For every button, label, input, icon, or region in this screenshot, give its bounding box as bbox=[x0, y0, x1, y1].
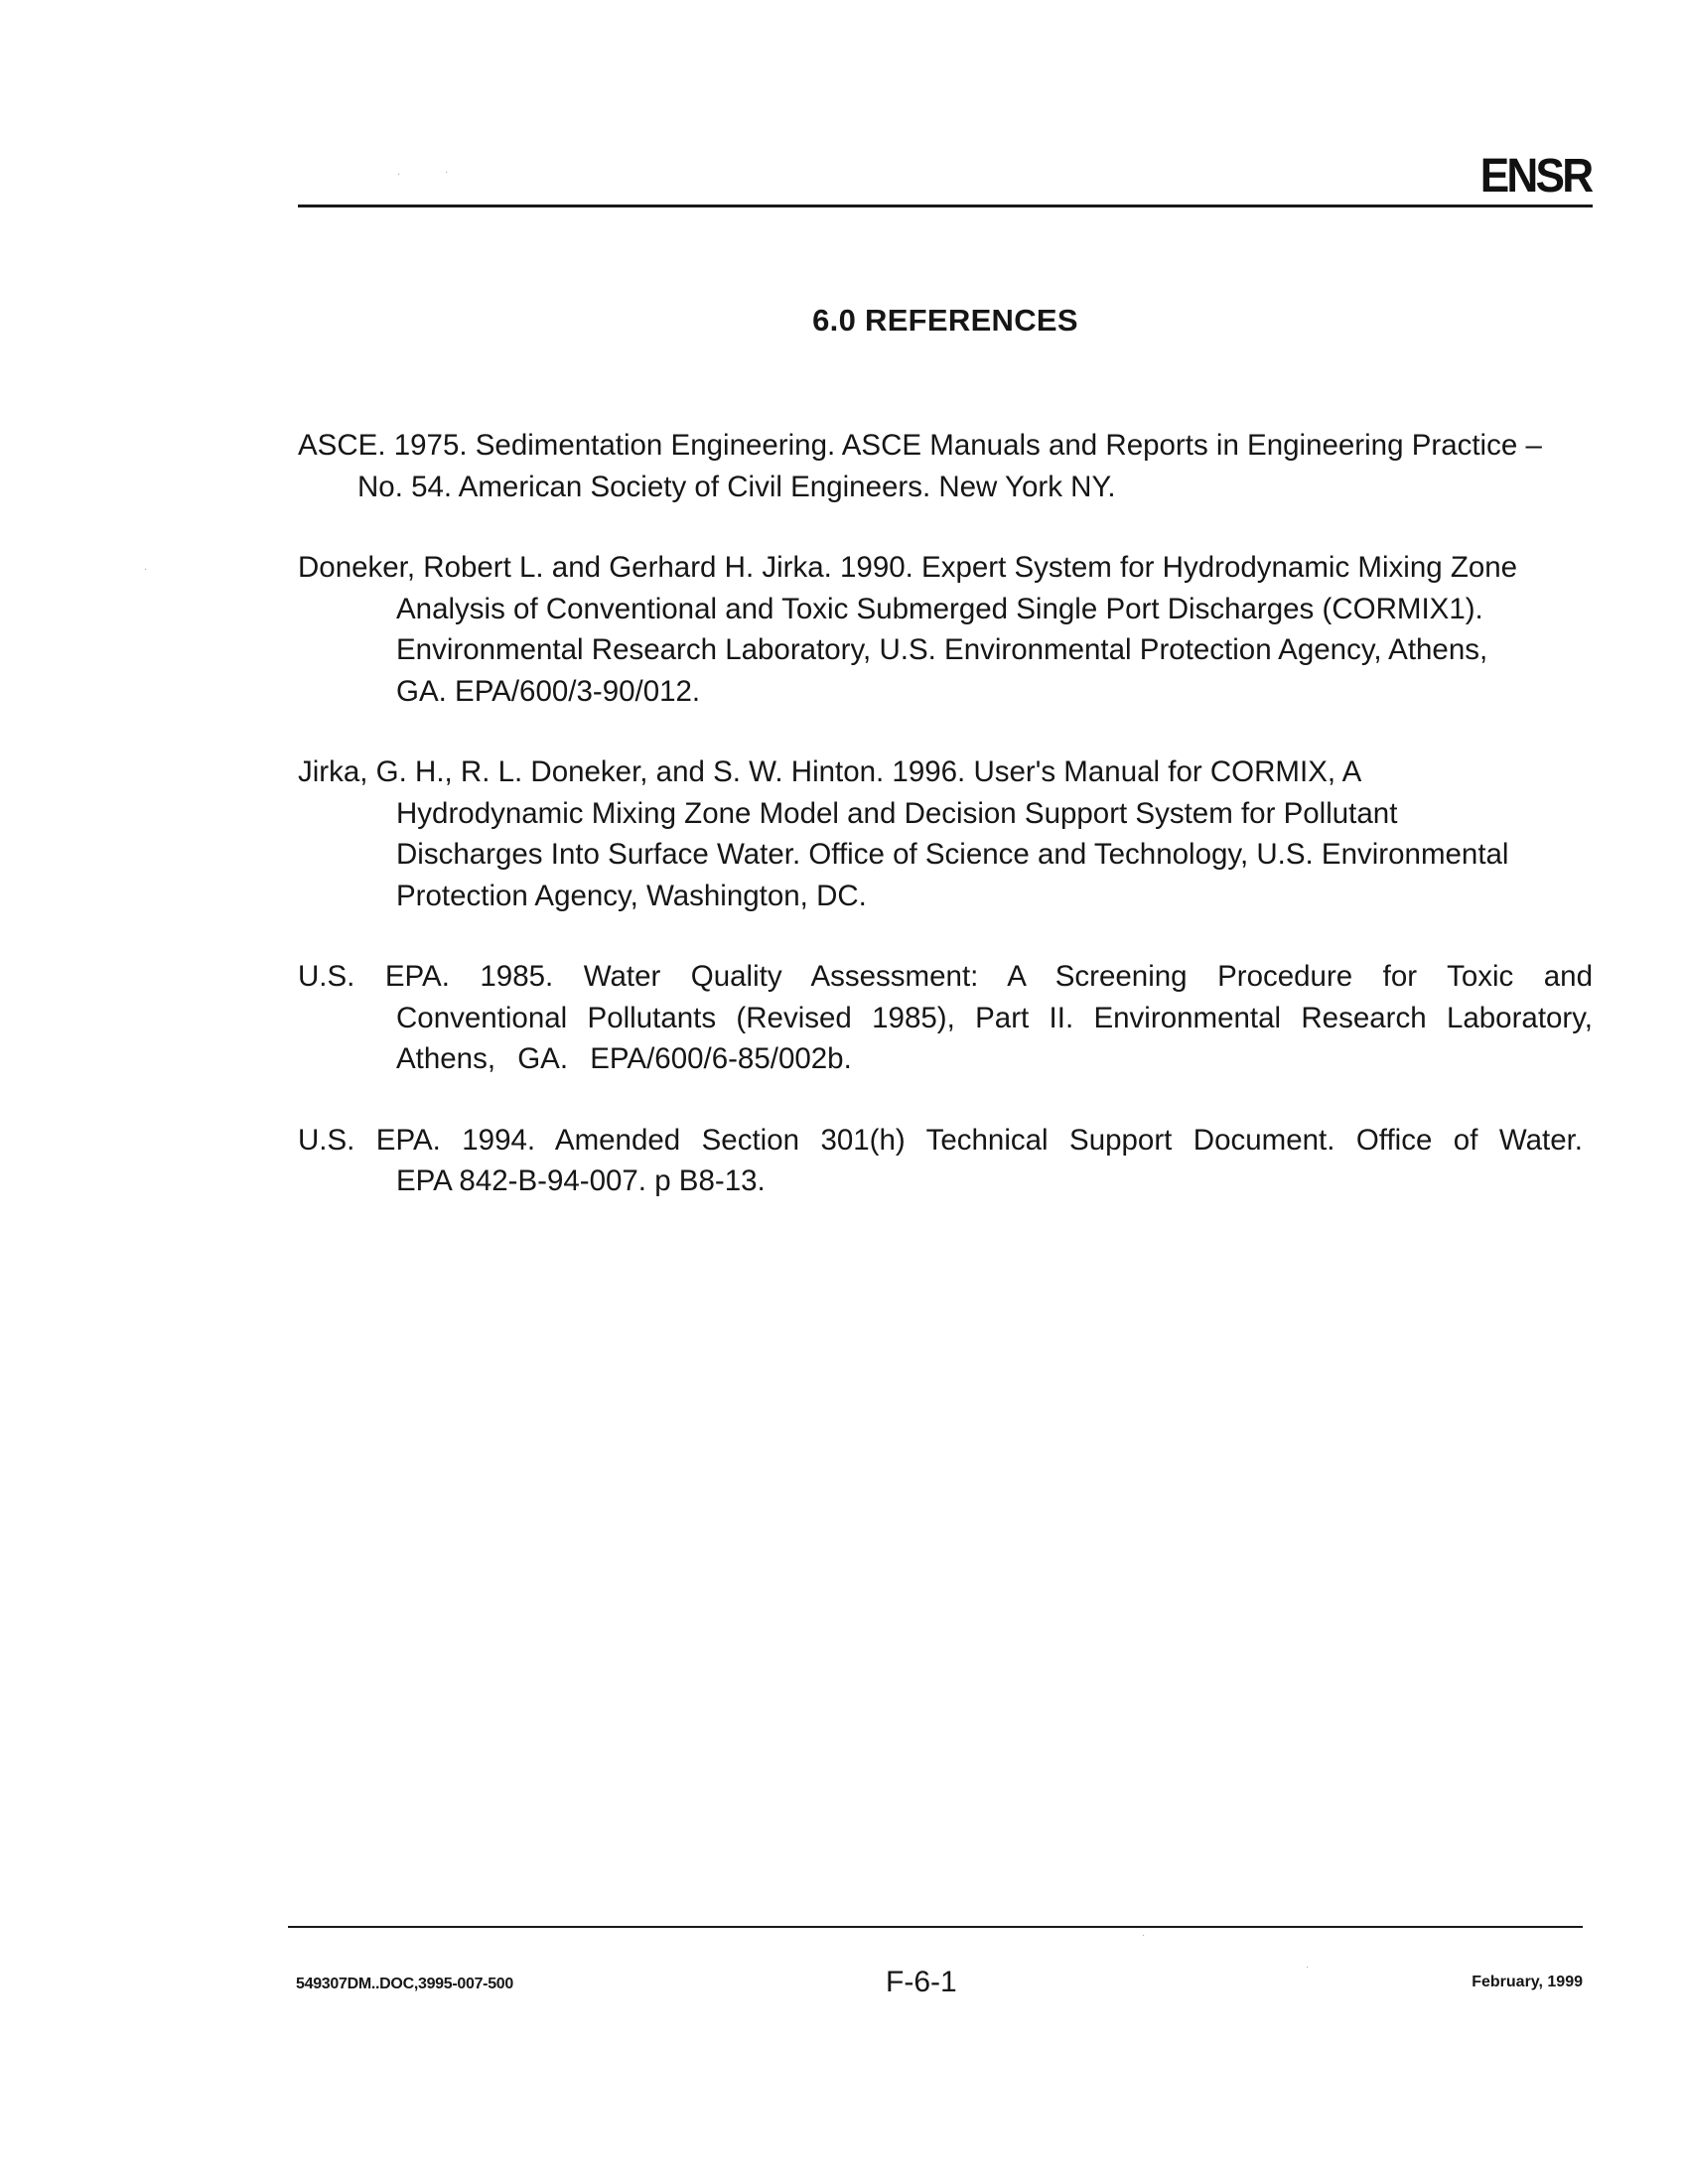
scan-speck: · bbox=[144, 564, 148, 575]
page-title: 6.0 REFERENCES bbox=[812, 303, 1078, 338]
reference-line: Discharges Into Surface Water. Office of Science and Technology, U.S. Environmental bbox=[396, 838, 1509, 871]
document-id: 549307DM..DOC,3995-007-500 bbox=[296, 1976, 514, 1992]
reference-line: U.S. EPA. 1985. Water Quality Assessment: A Screening Procedure for Toxic and bbox=[298, 960, 1593, 993]
footer-divider bbox=[288, 1926, 1583, 1928]
reference-line: Jirka, G. H., R. L. Doneker, and S. W. Hinton. 1996. User's Manual for CORMIX, A bbox=[298, 755, 1362, 788]
reference-line: GA. EPA/600/3-90/012. bbox=[396, 674, 701, 708]
reference-line: Protection Agency, Washington, DC. bbox=[396, 879, 867, 912]
reference-line: Doneker, Robert L. and Gerhard H. Jirka. 1990. Expert System for Hydrodynamic Mixing Zone bbox=[298, 551, 1518, 584]
document-date: February, 1999 bbox=[1472, 1974, 1583, 1990]
reference-entry bbox=[298, 1120, 1593, 1202]
reference-line: ASCE. 1975. Sedimentation Engineering. ASCE Manuals and Reports in Engineering Practice – bbox=[298, 429, 1542, 462]
reference-entry bbox=[298, 425, 1593, 507]
header-divider bbox=[298, 205, 1593, 207]
reference-line: EPA 842-B-94-007. p B8-13. bbox=[396, 1164, 766, 1197]
scan-speck: · bbox=[1142, 1930, 1146, 1941]
reference-entry bbox=[298, 751, 1593, 916]
reference-entry bbox=[298, 547, 1593, 712]
reference-entry bbox=[298, 956, 1593, 1080]
scan-speck: · bbox=[1306, 1962, 1310, 1973]
company-logo: ENSR bbox=[1479, 150, 1591, 203]
reference-line: Hydrodynamic Mixing Zone Model and Decision Support System for Pollutant bbox=[396, 796, 1398, 830]
references-list bbox=[298, 425, 1593, 1242]
reference-line: No. 54. American Society of Civil Engineers. New York NY. bbox=[357, 470, 1116, 503]
reference-line: Conventional Pollutants (Revised 1985), Part II. Environmental Research Laboratory, bbox=[396, 1001, 1593, 1034]
reference-line: Athens, GA. EPA/600/6-85/002b. bbox=[396, 1042, 852, 1075]
scan-speck: · bbox=[445, 167, 449, 178]
reference-line: Analysis of Conventional and Toxic Submerged Single Port Discharges (CORMIX1). bbox=[396, 592, 1483, 625]
scan-speck: · bbox=[397, 169, 401, 180]
reference-line: Environmental Research Laboratory, U.S. Environmental Protection Agency, Athens, bbox=[396, 633, 1488, 666]
page-number: F-6-1 bbox=[886, 1966, 957, 1998]
reference-line: U.S. EPA. 1994. Amended Section 301(h) Technical Support Document. Office of Water. bbox=[298, 1123, 1583, 1157]
